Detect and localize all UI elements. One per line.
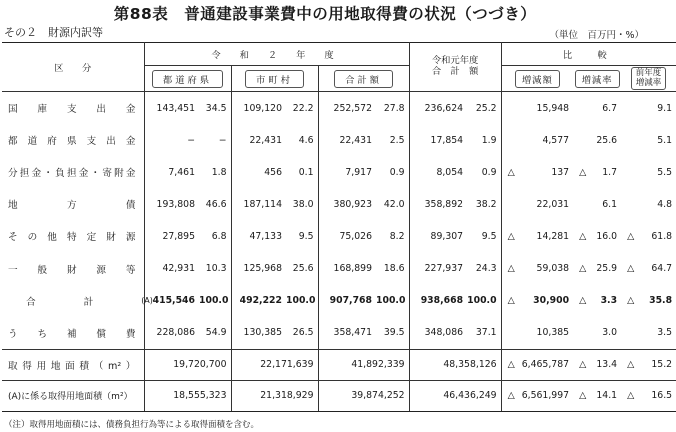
rate-value (573, 92, 621, 125)
header-compare: 比 較 (501, 43, 676, 66)
pref-share: 10.3 (199, 253, 231, 285)
total-value: 252,572 (333, 102, 372, 114)
cell-value: 9.1 (657, 102, 673, 114)
row-label-text: 分担金・負担金・寄附金 (8, 168, 136, 180)
diff-value (501, 188, 573, 220)
table-row (2, 92, 676, 125)
row-label-text: 一般財源等 (8, 264, 136, 276)
cell-value: 6.1 (602, 198, 618, 210)
row-label (2, 156, 144, 188)
row-label (2, 285, 153, 317)
muni-share: 9.5 (286, 220, 318, 252)
rate-value (573, 156, 621, 188)
total-share: 100.0 (376, 285, 409, 317)
muni-area: 21,318,929 (231, 380, 318, 411)
row-label (2, 253, 144, 285)
area-row (2, 380, 676, 411)
cell-value: 15.2 (651, 359, 673, 371)
rate-value (573, 317, 621, 350)
row-label-text: 取得用地面積（m²） (8, 360, 136, 372)
muni-share: 38.0 (286, 188, 318, 220)
rate-value (573, 124, 621, 156)
header-r1-total: 令和元年度 合 計 額 (409, 43, 501, 92)
header-total: 合計額 (318, 66, 409, 92)
header-rate: 増減率 (573, 66, 621, 92)
muni-share: 25.6 (286, 253, 318, 285)
row-label (2, 380, 144, 411)
pref-value: − (187, 134, 195, 146)
total-value: 7,917 (345, 166, 372, 178)
r1-value: 358,892 (424, 198, 464, 210)
row-label (2, 124, 144, 156)
prev-rate-value (621, 220, 676, 252)
prev-rate-value (621, 253, 676, 285)
prev-rate-value (621, 156, 676, 188)
rate-value (573, 220, 621, 252)
rate-area (573, 349, 621, 380)
r1-area: 48,358,126 (409, 349, 501, 380)
r1-value: 938,668 (420, 295, 464, 307)
pref-value: 228,086 (156, 327, 195, 339)
table-row (2, 253, 676, 285)
table-row (2, 188, 676, 220)
r1-value: 236,624 (424, 102, 464, 114)
header-muni: 市町村 (231, 66, 318, 92)
total-area: 39,874,252 (318, 380, 409, 411)
cell-value: 25.6 (596, 134, 618, 146)
muni-share: 0.1 (286, 156, 318, 188)
decrease-mark: △ (579, 166, 587, 178)
muni-share: 26.5 (286, 317, 318, 350)
diff-value (501, 317, 573, 350)
muni-value: 187,114 (243, 198, 282, 210)
r1-value: 17,854 (430, 134, 464, 146)
total-share: 8.2 (376, 220, 409, 252)
table-row (2, 317, 676, 350)
cell-value: 22,031 (536, 198, 570, 210)
cell-value: 3.3 (600, 295, 618, 307)
row-label (2, 92, 144, 125)
decrease-mark: △ (507, 230, 515, 242)
cell-value: 3.0 (602, 327, 618, 339)
r1-share: 38.2 (467, 188, 501, 220)
row-label-mark: (A) (141, 296, 153, 306)
row-label-text: 都道府県支出金 (8, 136, 136, 148)
cell-value: 137 (551, 166, 570, 178)
muni-share: 22.2 (286, 92, 318, 125)
prev-rate-value (621, 92, 676, 125)
data-table (2, 42, 676, 412)
pref-share: 6.8 (199, 220, 231, 252)
row-label-text: うち補償費 (8, 328, 136, 340)
total-share: 42.0 (376, 188, 409, 220)
cell-value: 16.5 (651, 390, 673, 402)
cell-value: 6,561,997 (521, 390, 570, 402)
table-row (2, 156, 676, 188)
pref-value: 27,895 (162, 230, 195, 242)
decrease-mark: △ (507, 295, 515, 307)
muni-value: 130,385 (243, 327, 282, 339)
r1-share: 100.0 (467, 285, 501, 317)
rate-value (573, 285, 621, 317)
diff-value (501, 253, 573, 285)
cell-value: 59,038 (536, 263, 570, 275)
pref-share: − (199, 124, 231, 156)
diff-value (501, 92, 573, 125)
muni-area: 22,171,639 (231, 349, 318, 380)
r1-value: 8,054 (436, 166, 464, 178)
pref-share: 46.6 (199, 188, 231, 220)
pref-value: 143,451 (156, 102, 195, 114)
footnote: （注）取得用地面積には、債務負担行為等による取得面積を含む。 (4, 420, 260, 430)
cell-value: 5.5 (657, 166, 673, 178)
pref-value: 42,931 (162, 263, 195, 275)
cell-value: 10,385 (536, 327, 570, 339)
header-r2-group: 令 和 ２ 年 度 (144, 43, 409, 66)
cell-value: 4,577 (542, 134, 570, 146)
row-label (2, 188, 144, 220)
diff-value (501, 156, 573, 188)
decrease-mark: △ (579, 359, 587, 371)
cell-value: 15,948 (536, 102, 570, 114)
pref-value: 7,461 (168, 166, 195, 178)
row-label-text: 国庫支出金 (8, 104, 136, 116)
cell-value: 13.4 (596, 359, 618, 371)
muni-share: 100.0 (286, 285, 318, 317)
total-value: 380,923 (333, 198, 372, 210)
muni-value: 456 (264, 166, 282, 178)
muni-value: 47,133 (249, 230, 282, 242)
prev-rate-area (621, 380, 676, 411)
subtitle: その２ 財源内訳等 (4, 26, 103, 39)
diff-value (501, 285, 573, 317)
unit-label: （単位 百万円・%） (549, 30, 644, 41)
row-label (2, 220, 144, 252)
row-label-text: その他特定財源 (8, 232, 136, 244)
total-share: 2.5 (376, 124, 409, 156)
prev-rate-area (621, 349, 676, 380)
decrease-mark: △ (507, 166, 515, 178)
decrease-mark: △ (579, 263, 587, 275)
cell-value: 6,465,787 (521, 359, 570, 371)
cell-value: 5.1 (657, 134, 673, 146)
header-diff: 増減額 (501, 66, 573, 92)
diff-value (501, 124, 573, 156)
diff-area (501, 380, 573, 411)
total-share: 0.9 (376, 156, 409, 188)
r1-share: 1.9 (467, 124, 501, 156)
pref-area: 19,720,700 (144, 349, 231, 380)
cell-value: 25.9 (596, 263, 618, 275)
r1-area: 46,436,249 (409, 380, 501, 411)
page-title: 第88表 普通建設事業費中の用地取得費の状況（つづき） (113, 5, 537, 23)
total-share: 18.6 (376, 253, 409, 285)
r1-value: 227,937 (424, 263, 464, 275)
diff-value (501, 220, 573, 252)
decrease-mark: △ (579, 390, 587, 402)
pref-share: 100.0 (199, 285, 231, 317)
cell-value: 30,900 (533, 295, 570, 307)
cell-value: 6.7 (602, 102, 618, 114)
muni-value: 22,431 (249, 134, 282, 146)
r1-share: 9.5 (467, 220, 501, 252)
pref-share: 1.8 (199, 156, 231, 188)
cell-value: 35.8 (649, 295, 673, 307)
decrease-mark: △ (507, 359, 515, 371)
cell-value: 3.5 (657, 327, 673, 339)
table-row (2, 124, 676, 156)
rate-value (573, 188, 621, 220)
pref-area: 18,555,323 (144, 380, 231, 411)
r1-value: 348,086 (424, 327, 464, 339)
decrease-mark: △ (627, 295, 635, 307)
row-label (2, 349, 144, 380)
row-label-text: (A)に係る取得用地面積（m²） (8, 392, 133, 403)
row-label-text: 合計 (26, 296, 142, 308)
total-share: 39.5 (376, 317, 409, 350)
area-row (2, 349, 676, 380)
decrease-mark: △ (627, 390, 635, 402)
total-value: 22,431 (339, 134, 372, 146)
prev-rate-value (621, 285, 676, 317)
total-value: 358,471 (333, 327, 372, 339)
r1-share: 24.3 (467, 253, 501, 285)
total-value: 168,899 (333, 263, 372, 275)
muni-value: 492,222 (239, 295, 282, 307)
cell-value: 14.1 (596, 390, 618, 402)
pref-share: 54.9 (199, 317, 231, 350)
cell-value: 4.8 (657, 198, 673, 210)
total-value: 907,768 (329, 295, 372, 307)
cell-value: 16.0 (596, 230, 618, 242)
decrease-mark: △ (627, 230, 635, 242)
r1-share: 0.9 (467, 156, 501, 188)
pref-value: 193,808 (156, 198, 195, 210)
row-label (2, 317, 144, 350)
header-pref: 都道府県 (144, 66, 231, 92)
muni-value: 109,120 (243, 102, 282, 114)
prev-rate-value (621, 124, 676, 156)
header-prev-rate: 前年度 増減率 (621, 66, 676, 92)
decrease-mark: △ (579, 295, 587, 307)
muni-value: 125,968 (243, 263, 282, 275)
decrease-mark: △ (627, 263, 635, 275)
pref-value: 415,546 (152, 295, 195, 307)
diff-area (501, 349, 573, 380)
cell-value: 64.7 (651, 263, 673, 275)
decrease-mark: △ (579, 230, 587, 242)
prev-rate-value (621, 317, 676, 350)
pref-share: 34.5 (199, 92, 231, 125)
decrease-mark: △ (507, 263, 515, 275)
rate-area (573, 380, 621, 411)
cell-value: 1.7 (602, 166, 618, 178)
table-row (2, 220, 676, 252)
r1-share: 37.1 (467, 317, 501, 350)
total-area: 41,892,339 (318, 349, 409, 380)
header-kubun: 区 分 (2, 43, 144, 92)
total-share: 27.8 (376, 92, 409, 125)
r1-value: 89,307 (430, 230, 464, 242)
rate-value (573, 253, 621, 285)
muni-share: 4.6 (286, 124, 318, 156)
prev-rate-value (621, 188, 676, 220)
row-label-text: 地方債 (8, 200, 136, 212)
decrease-mark: △ (627, 359, 635, 371)
total-value: 75,026 (339, 230, 372, 242)
r1-share: 25.2 (467, 92, 501, 125)
cell-value: 61.8 (651, 230, 673, 242)
table-row (2, 285, 676, 317)
cell-value: 14,281 (536, 230, 570, 242)
decrease-mark: △ (507, 390, 515, 402)
